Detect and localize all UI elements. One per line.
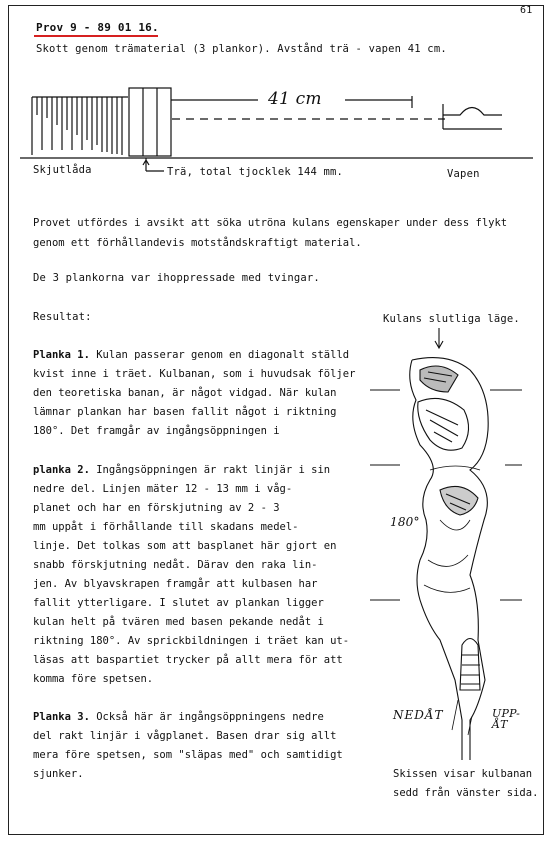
bullet-mid-2 [440, 486, 478, 515]
planka1-line: 180°. Det framgår av ingångsöppningen i [33, 425, 280, 437]
planka1-line: lämnar plankan har basen fallit något i riktning [33, 406, 337, 418]
weapon-label: Vapen [447, 168, 480, 180]
planka2-line: Ingångsöppningen är rakt linjär i sin [96, 464, 331, 476]
planka2-line: kulan helt på tvären med basen pekande nedåt i [33, 616, 324, 628]
box-label: Skjutlåda [33, 164, 92, 176]
planka2-line: komma före spetsen. [33, 673, 154, 685]
bullet-final [420, 366, 458, 392]
distance-label: 41 cm [268, 89, 322, 109]
planka2-line: riktning 180°. Av sprickbildningen i träet kan ut- [33, 635, 350, 647]
planka3-line: Också här är ingångsöppningens nedre [96, 711, 324, 723]
clamp-note: De 3 plankorna var ihoppressade med tvingar. [33, 272, 320, 284]
up-label: UPP- ÅT [492, 707, 520, 731]
intro-line: Provet utfördes i avsikt att söka utröna kulans egenskaper under dess flykt [33, 217, 508, 229]
planka1-heading: Planka 1. [33, 349, 90, 361]
sketch-top-label: Kulans slutliga läge. [383, 313, 520, 325]
down-label: NEDÅT [393, 708, 444, 722]
angle-label: 180° [390, 515, 420, 529]
sketch-caption-line: sedd från vänster sida. [393, 787, 539, 799]
planka3-line: sjunker. [33, 768, 84, 780]
planka2-line: snabb förskjutning nedåt. Därav den raka lin- [33, 559, 318, 571]
path-right-edge [412, 358, 488, 760]
sketch-caption [393, 765, 538, 803]
wood-label: Trä, total tjocklek 144 mm. [167, 166, 344, 178]
planka2-line: läsas att baspartiet trycker på allt mera för att [33, 654, 343, 666]
planka2-line: planet och har en förskjutning av 2 - 3 [33, 502, 280, 514]
planka3-line: mera före spetsen, som "släpas med" och samtidigt [33, 749, 343, 761]
final-position-arrow [435, 328, 443, 348]
planka2-line: fallit ytterligare. I slutet av plankan ligger [33, 597, 324, 609]
page-number: 61 [520, 5, 533, 16]
path-left-edge [410, 360, 462, 760]
planka2-line: nedre del. Linjen mäter 12 - 13 mm i våg- [33, 483, 293, 495]
planka2-line: jen. Av blyavskrapen framgår att kulbasen har [33, 578, 318, 590]
planka2-line: linje. Det tolkas som att basplanet här gjort en [33, 540, 337, 552]
intro-line: genom ett förhållandevis motståndskraftigt material. [33, 237, 362, 249]
planka3-line: del rakt linjär i vågplanet. Basen drar sig allt [33, 730, 337, 742]
planka1-line: Kulan passerar genom en diagonalt ställd [96, 349, 350, 361]
document-title: Prov 9 - 89 01 16. [36, 21, 159, 34]
document-subtitle: Skott genom trämaterial (3 plankor). Avstånd trä - vapen 41 cm. [36, 43, 447, 55]
planka1-line: den teoretiska banan, är något vidgad. När kulan [33, 387, 337, 399]
planka1-line: kvist inne i träet. Kulbanan, som i huvudsak följer [33, 368, 356, 380]
planka2-line: mm uppåt i förhållande till skadans medel- [33, 521, 299, 533]
results-heading: Resultat: [33, 311, 92, 323]
planka2-heading: planka 2. [33, 464, 90, 476]
bullet-mid-1 [418, 398, 469, 450]
bullet-entry [460, 639, 480, 691]
planka3-heading: Planka 3. [33, 711, 90, 723]
sketch-caption-line: Skissen visar kulbanan [393, 768, 533, 780]
